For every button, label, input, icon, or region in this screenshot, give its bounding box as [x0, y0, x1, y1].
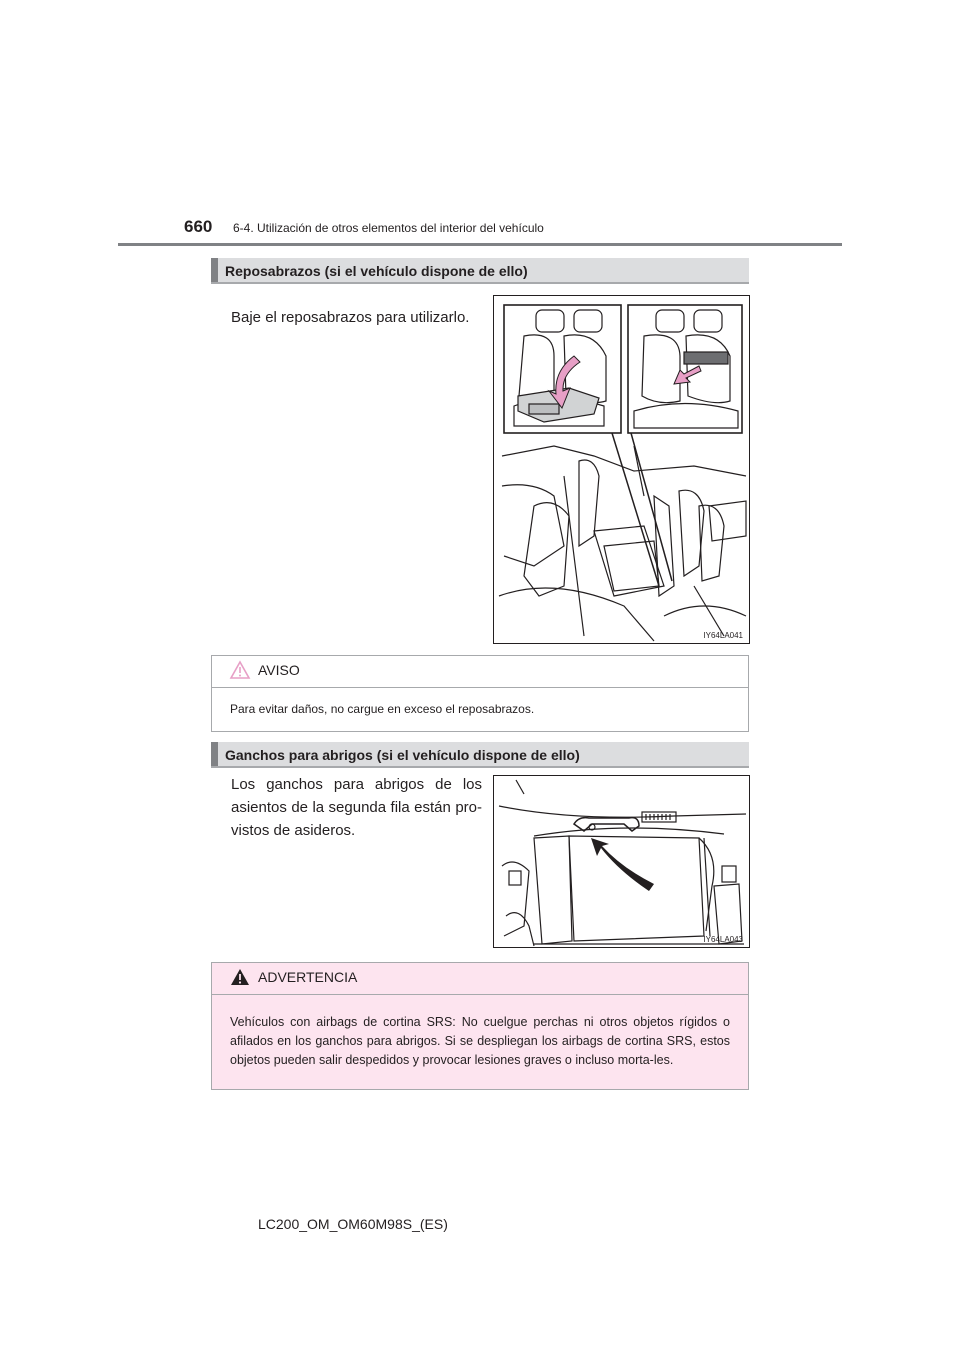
warning-header: [212, 963, 748, 995]
section-heading-hooks: [211, 742, 749, 768]
figure-code-hooks: IY64LA043: [703, 935, 743, 944]
warning-box: [211, 962, 749, 1090]
hooks-description: Los ganchos para abrigos de los asientos de la segunda fila están pro-vistos de asideros.: [231, 776, 482, 839]
section-title-hooks: Ganchos para abrigos (si el vehículo dispone de ello): [225, 747, 580, 763]
warning-text: Vehículos con airbags de cortina SRS: No cuelgue perchas ni otros objetos rígidos o afilados en los ganchos para abrigos. Si se despliegan los airbags de cortina SRS, estos objetos pueden salir despedidos y provocar lesiones graves o incluso morta-les.: [230, 1015, 730, 1067]
armrest-figure: [493, 295, 750, 644]
section-accent: [211, 742, 218, 766]
header-divider: [118, 243, 842, 246]
notice-title: AVISO: [258, 662, 300, 678]
armrest-instruction: Baje el reposabrazos para utilizarlo.: [231, 309, 470, 326]
hooks-figure: [493, 775, 750, 948]
coat-hook-illustration: [494, 776, 749, 947]
page-number: 660: [184, 217, 213, 236]
figure-code-armrest: IY64LA041: [703, 631, 743, 640]
notice-box: [211, 655, 749, 732]
warning-triangle-filled-icon: [229, 967, 251, 987]
armrest-illustration: [494, 296, 749, 643]
warning-title: ADVERTENCIA: [258, 969, 358, 985]
section-heading-armrest: [211, 258, 749, 284]
notice-text: Para evitar daños, no cargue en exceso el reposabrazos.: [230, 702, 535, 716]
section-accent: [211, 258, 218, 282]
document-code: LC200_OM_OM60M98S_(ES): [258, 1216, 448, 1232]
notice-header: [212, 656, 748, 688]
chapter-title: 6-4. Utilización de otros elementos del interior del vehículo: [233, 221, 544, 235]
caution-triangle-outline-icon: [229, 660, 251, 680]
section-title-armrest: Reposabrazos (si el vehículo dispone de ello): [225, 263, 528, 279]
